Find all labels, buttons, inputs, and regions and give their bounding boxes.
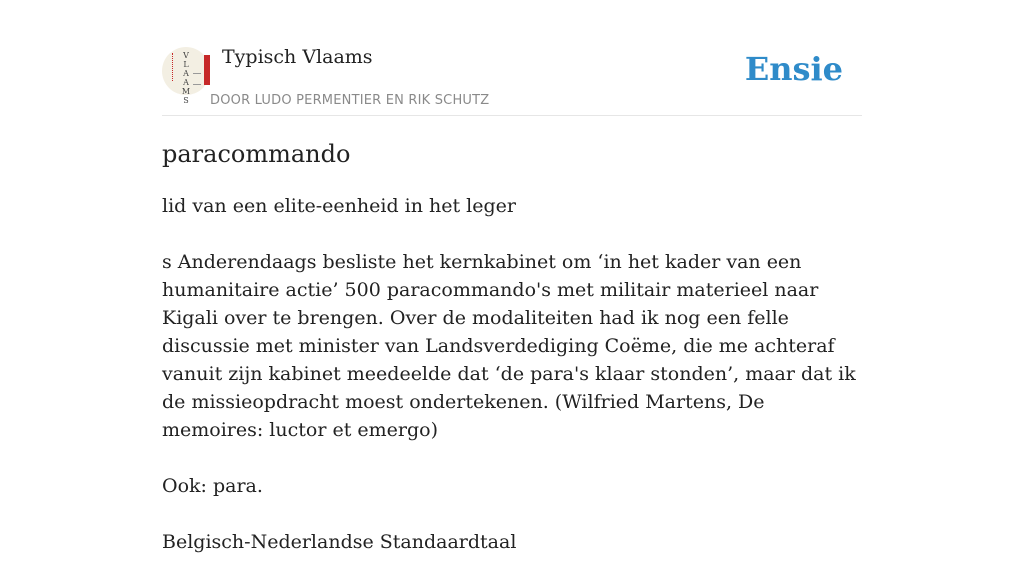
ensie-logo[interactable]: Ensie: [744, 50, 843, 88]
entry-also-note: Ook: para.: [162, 475, 263, 497]
entry-definition: lid van een elite-eenheid in het leger: [162, 195, 516, 217]
entry-language-label: Belgisch-Nederlandse Standaardtaal: [162, 531, 517, 553]
book-cover-image[interactable]: [162, 47, 210, 105]
entry-body: [162, 192, 862, 584]
book-title-link[interactable]: Typisch Vlaams: [222, 46, 373, 68]
cover-decoration: [172, 53, 177, 81]
entry-title: paracommando: [162, 140, 351, 168]
book-authors: DOOR LUDO PERMENTIER EN RIK SCHUTZ: [210, 93, 490, 108]
entry-example-quote: s Anderendaags besliste het kernkabinet om ‘in het kader van een humanitaire actie’ 500 paracommando's met militair materieel naar Kigali over te brengen. Over de modaliteiten had ik nog een felle discussie met minister van Landsverdediging Coëme, die me achteraf vanuit zijn kabinet meedeelde dat ‘de para's klaar stonden’, maar dat ik de missieopdracht moest ondertekenen. (Wilfried Martens, De memoires: luctor et emergo): [162, 251, 856, 441]
cover-red-bar: [204, 55, 210, 85]
cover-decoration-lines: [193, 73, 201, 85]
book-header: [162, 40, 862, 116]
cover-title-text: VLAAMS: [181, 51, 191, 105]
